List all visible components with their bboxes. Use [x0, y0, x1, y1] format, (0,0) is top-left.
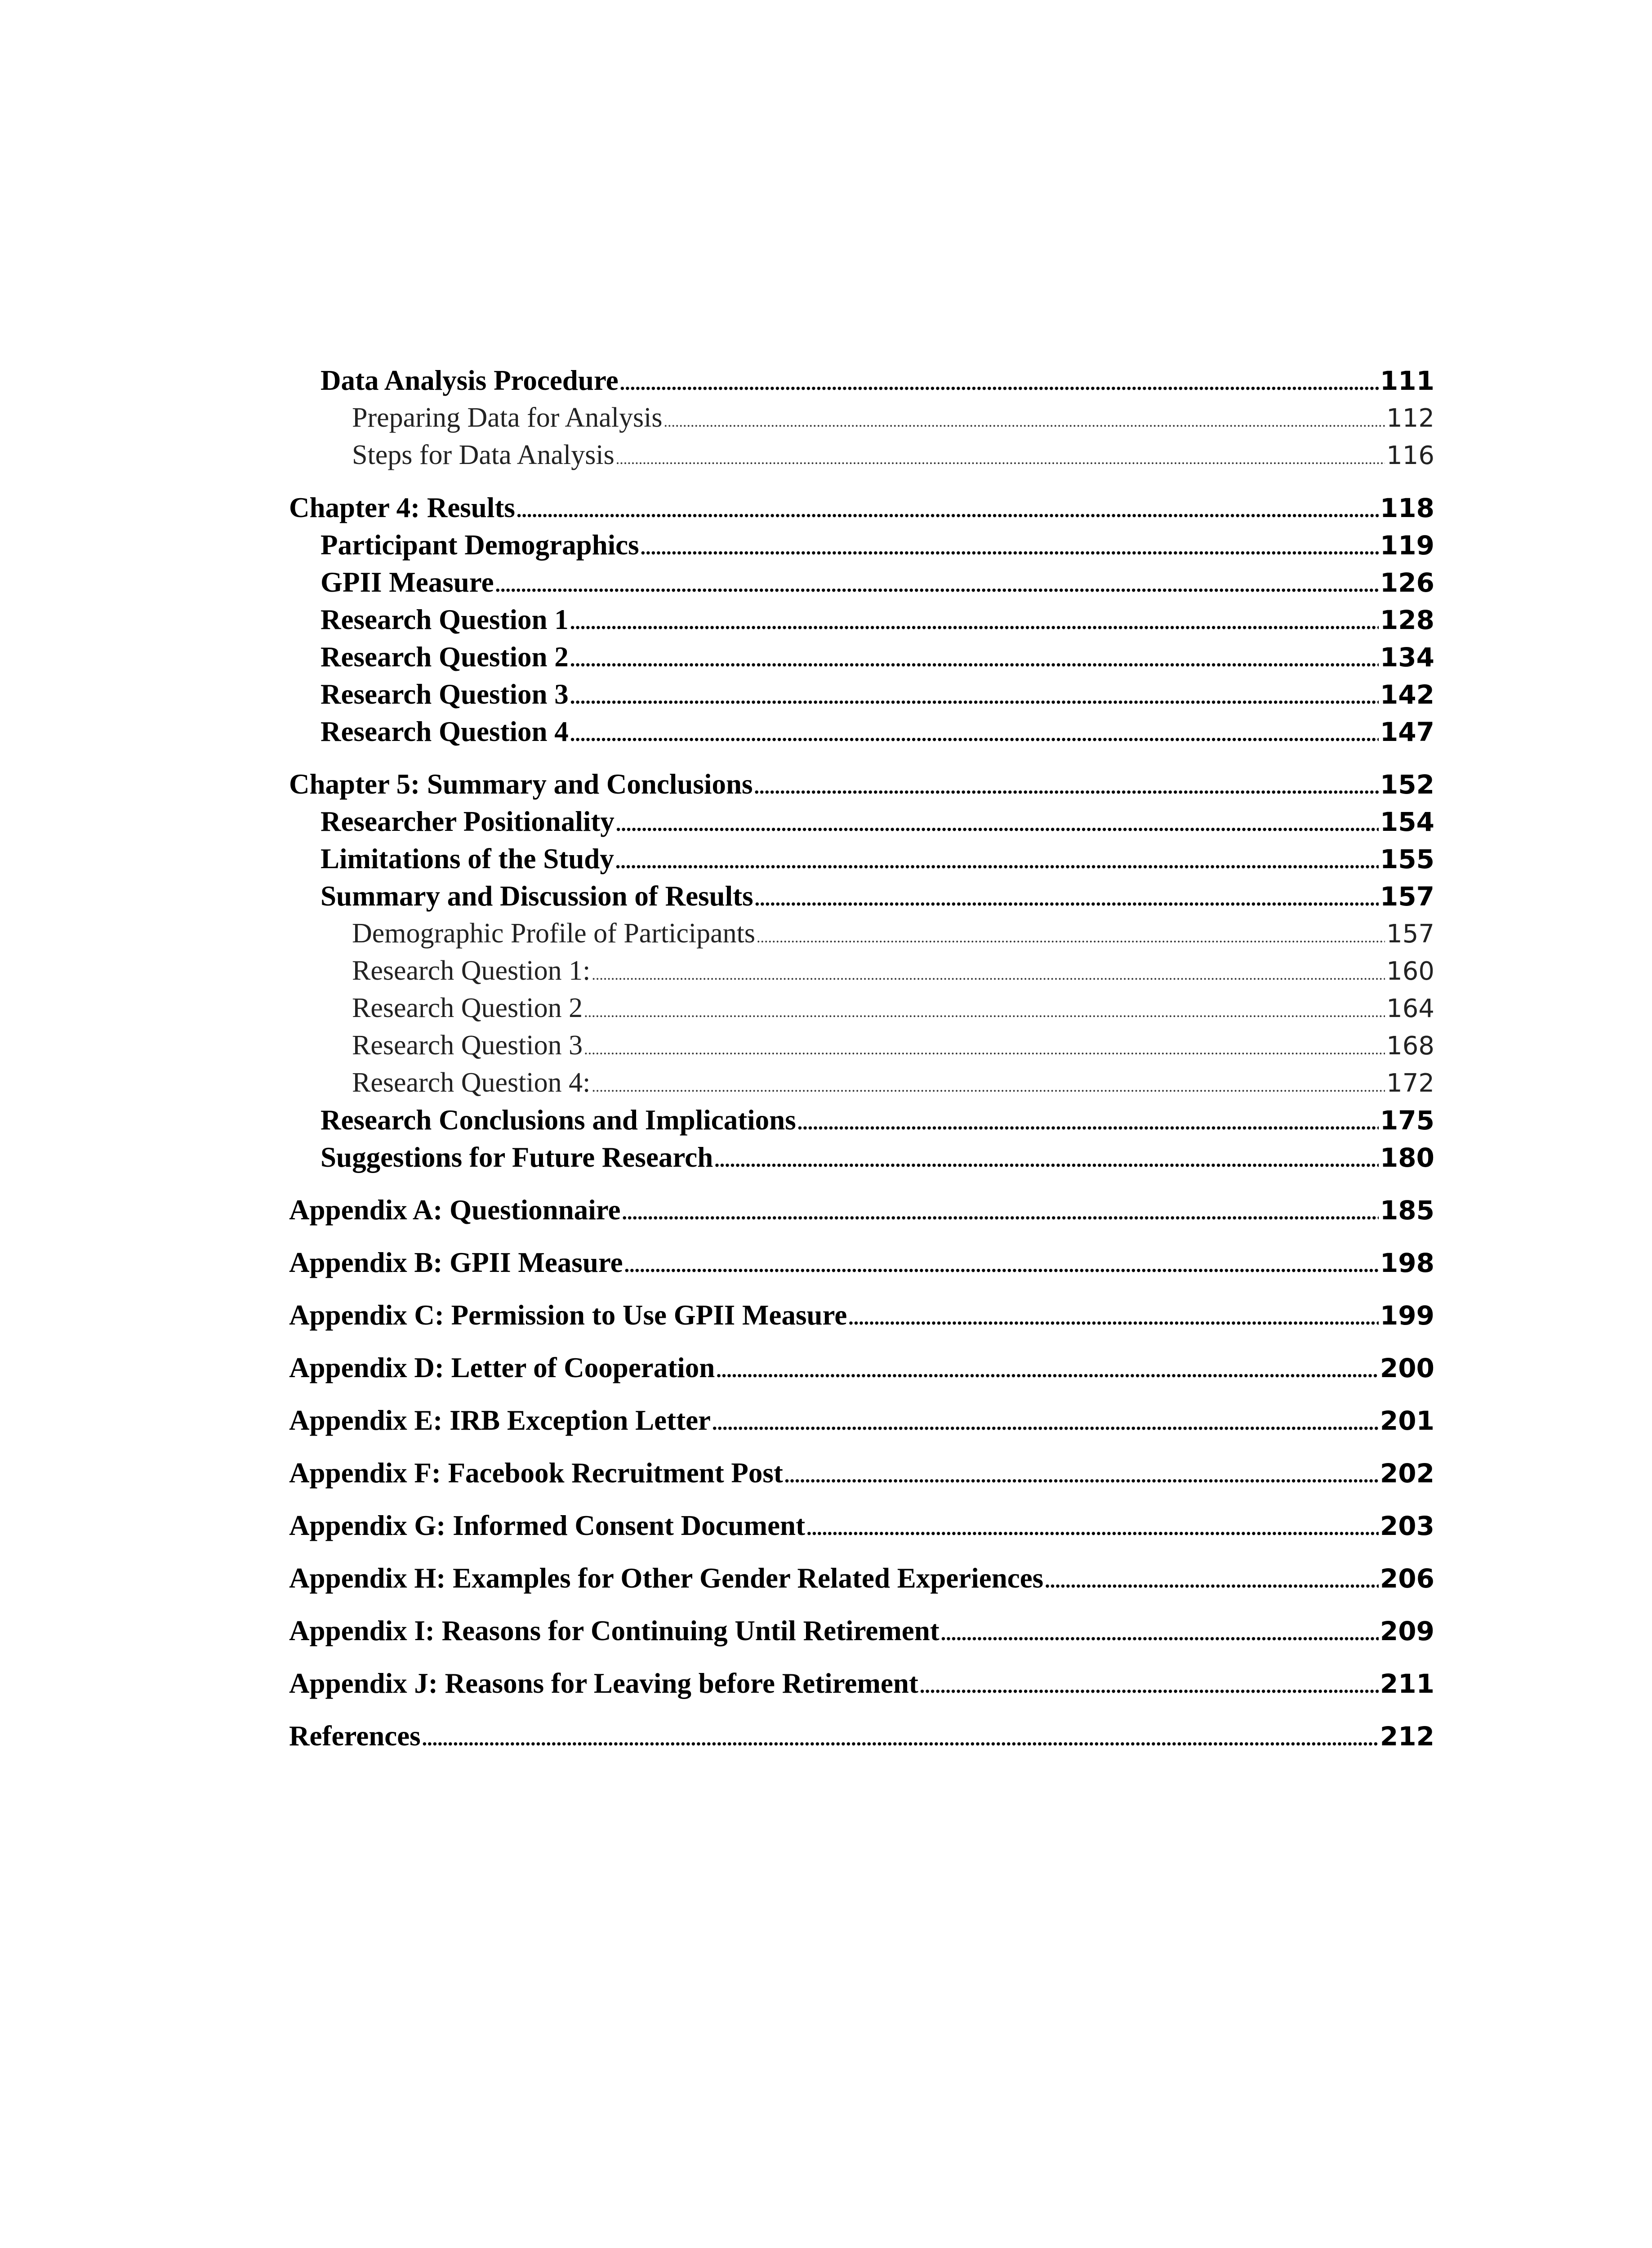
- toc-entry-title: Chapter 4: Results: [289, 492, 515, 523]
- dot-leader: [615, 843, 1379, 880]
- toc-entry-page: 185: [1380, 1195, 1434, 1226]
- dot-leader: [495, 566, 1379, 603]
- toc-entry: [289, 990, 1434, 1027]
- toc-entry-page: 112: [1386, 404, 1434, 433]
- toc-entry: [289, 1139, 1434, 1176]
- toc-entry: [289, 840, 1434, 878]
- dot-leader: [592, 1068, 1385, 1106]
- toc-entry-title: Research Question 1:: [352, 955, 591, 986]
- toc-entry-title: Appendix H: Examples for Other Gender Related Experiences: [289, 1562, 1044, 1594]
- toc-entry-title: Research Question 2: [321, 641, 569, 673]
- toc-entry-page: 119: [1380, 530, 1434, 561]
- toc-entry-title: Research Question 3: [321, 678, 569, 710]
- toc-entry-page: 118: [1380, 493, 1434, 523]
- toc-entry: [289, 1454, 1434, 1492]
- toc-entry-title: Participant Demographics: [321, 529, 639, 561]
- toc-entry-title: References: [289, 1720, 421, 1752]
- toc-entry: [289, 1349, 1434, 1387]
- toc-entry-title: Appendix C: Permission to Use GPII Measure: [289, 1299, 847, 1331]
- toc-entry: [289, 1560, 1434, 1597]
- dot-leader: [848, 1299, 1379, 1336]
- toc-entry-title: Research Question 4:: [352, 1067, 591, 1098]
- toc-entry-page: 155: [1380, 844, 1434, 874]
- toc-entry-title: Preparing Data for Analysis: [352, 402, 663, 433]
- dot-leader: [941, 1615, 1379, 1652]
- dot-leader: [641, 529, 1379, 566]
- toc-entry: [289, 915, 1434, 952]
- toc-entry-page: 200: [1380, 1353, 1434, 1383]
- toc-entry-page: 154: [1380, 807, 1434, 837]
- dot-leader: [570, 678, 1379, 715]
- dot-leader: [784, 1457, 1379, 1494]
- toc-entry-title: Appendix D: Letter of Cooperation: [289, 1352, 715, 1383]
- toc-entry-title: Suggestions for Future Research: [321, 1142, 713, 1173]
- toc-entry-page: 212: [1380, 1721, 1434, 1752]
- toc-entry-title: Appendix B: GPII Measure: [289, 1247, 623, 1278]
- dot-leader: [620, 364, 1379, 401]
- dot-leader: [422, 1720, 1379, 1757]
- toc-entry-page: 202: [1380, 1458, 1434, 1489]
- toc-entry: [289, 1102, 1434, 1139]
- dot-leader: [712, 1404, 1379, 1441]
- toc-entry-page: 203: [1380, 1511, 1434, 1541]
- dot-leader: [616, 441, 1385, 478]
- toc-entry-page: 157: [1386, 919, 1434, 949]
- toc-entry-page: 201: [1380, 1405, 1434, 1436]
- dot-leader: [622, 1194, 1378, 1231]
- toc-entry: [289, 362, 1434, 399]
- toc-entry-title: Appendix F: Facebook Recruitment Post: [289, 1457, 783, 1489]
- dot-leader: [920, 1667, 1379, 1704]
- toc-entry-page: 134: [1380, 642, 1434, 673]
- toc-entry: [289, 601, 1434, 638]
- toc-entry-page: 128: [1380, 605, 1434, 635]
- toc-entry-page: 206: [1380, 1563, 1434, 1594]
- dot-leader: [517, 491, 1379, 529]
- dot-leader: [806, 1509, 1379, 1547]
- toc-entry: [289, 1665, 1434, 1702]
- toc-entry-title: Appendix J: Reasons for Leaving before Retirement: [289, 1668, 918, 1699]
- toc-entry: [289, 564, 1434, 601]
- toc-entry: [289, 1402, 1434, 1439]
- toc-entry-page: 157: [1380, 881, 1434, 912]
- dot-leader: [714, 1141, 1379, 1178]
- toc-entry-page: 180: [1380, 1142, 1434, 1173]
- toc-entry-page: 209: [1380, 1616, 1434, 1646]
- toc-entry-page: 198: [1380, 1248, 1434, 1278]
- toc-entry-page: 164: [1386, 994, 1434, 1023]
- table-of-contents: [289, 362, 1434, 1755]
- toc-entry: [289, 1027, 1434, 1064]
- toc-entry: [289, 1064, 1434, 1102]
- toc-entry: [289, 676, 1434, 713]
- dot-leader: [570, 715, 1379, 753]
- dot-leader: [624, 1246, 1379, 1284]
- toc-entry: [289, 803, 1434, 840]
- toc-entry: [289, 1717, 1434, 1755]
- toc-entry-title: Steps for Data Analysis: [352, 440, 614, 470]
- toc-entry-title: Limitations of the Study: [321, 843, 614, 874]
- dot-leader: [584, 1031, 1385, 1068]
- dot-leader: [754, 768, 1379, 805]
- toc-entry-page: 168: [1386, 1031, 1434, 1061]
- toc-entry-title: Appendix E: IRB Exception Letter: [289, 1405, 711, 1436]
- toc-entry-title: Research Conclusions and Implications: [321, 1104, 796, 1136]
- dot-leader: [797, 1104, 1379, 1141]
- toc-entry: [289, 1507, 1434, 1544]
- toc-entry-page: 152: [1380, 769, 1434, 800]
- dot-leader: [663, 403, 1385, 441]
- toc-entry-title: Research Question 4: [321, 716, 569, 747]
- toc-entry-title: Demographic Profile of Participants: [352, 918, 756, 949]
- toc-entry: [289, 766, 1434, 803]
- toc-entry-page: 111: [1380, 366, 1434, 396]
- toc-entry-title: Chapter 5: Summary and Conclusions: [289, 768, 753, 800]
- toc-entry-title: Research Question 3: [352, 1030, 583, 1061]
- toc-entry-page: 126: [1380, 567, 1434, 598]
- toc-entry-page: 175: [1380, 1105, 1434, 1136]
- toc-entry: [289, 437, 1434, 474]
- dot-leader: [616, 805, 1379, 843]
- toc-entry-page: 147: [1380, 717, 1434, 747]
- toc-entry: [289, 878, 1434, 915]
- toc-entry-title: Research Question 1: [321, 604, 569, 635]
- toc-entry-page: 142: [1380, 679, 1434, 710]
- toc-entry-page: 160: [1386, 957, 1434, 986]
- dot-leader: [1045, 1562, 1379, 1599]
- toc-entry-title: Appendix G: Informed Consent Document: [289, 1510, 806, 1541]
- dot-leader: [592, 956, 1385, 994]
- toc-entry: [289, 638, 1434, 676]
- toc-entry-title: Appendix A: Questionnaire: [289, 1194, 621, 1226]
- dot-leader: [570, 641, 1379, 678]
- toc-entry: [289, 489, 1434, 526]
- dot-leader: [757, 919, 1385, 956]
- dot-leader: [584, 994, 1385, 1031]
- toc-entry-title: Data Analysis Procedure: [321, 365, 619, 396]
- toc-entry-title: GPII Measure: [321, 566, 494, 598]
- toc-entry: [289, 713, 1434, 750]
- toc-entry-page: 172: [1386, 1069, 1434, 1098]
- toc-entry-page: 211: [1380, 1668, 1434, 1699]
- toc-entry: [289, 526, 1434, 564]
- dot-leader: [716, 1351, 1379, 1389]
- toc-entry-title: Appendix I: Reasons for Continuing Until Retirement: [289, 1615, 940, 1646]
- dot-leader: [570, 603, 1379, 641]
- dot-leader: [755, 880, 1379, 917]
- toc-entry-page: 199: [1380, 1300, 1434, 1331]
- toc-entry: [289, 1297, 1434, 1334]
- toc-entry: [289, 952, 1434, 990]
- toc-entry-page: 116: [1386, 441, 1434, 470]
- toc-entry: [289, 399, 1434, 437]
- toc-entry: [289, 1612, 1434, 1650]
- toc-entry: [289, 1244, 1434, 1281]
- toc-entry-title: Researcher Positionality: [321, 806, 614, 837]
- toc-entry: [289, 1191, 1434, 1229]
- toc-entry-title: Summary and Discussion of Results: [321, 880, 753, 912]
- toc-entry-title: Research Question 2: [352, 993, 583, 1023]
